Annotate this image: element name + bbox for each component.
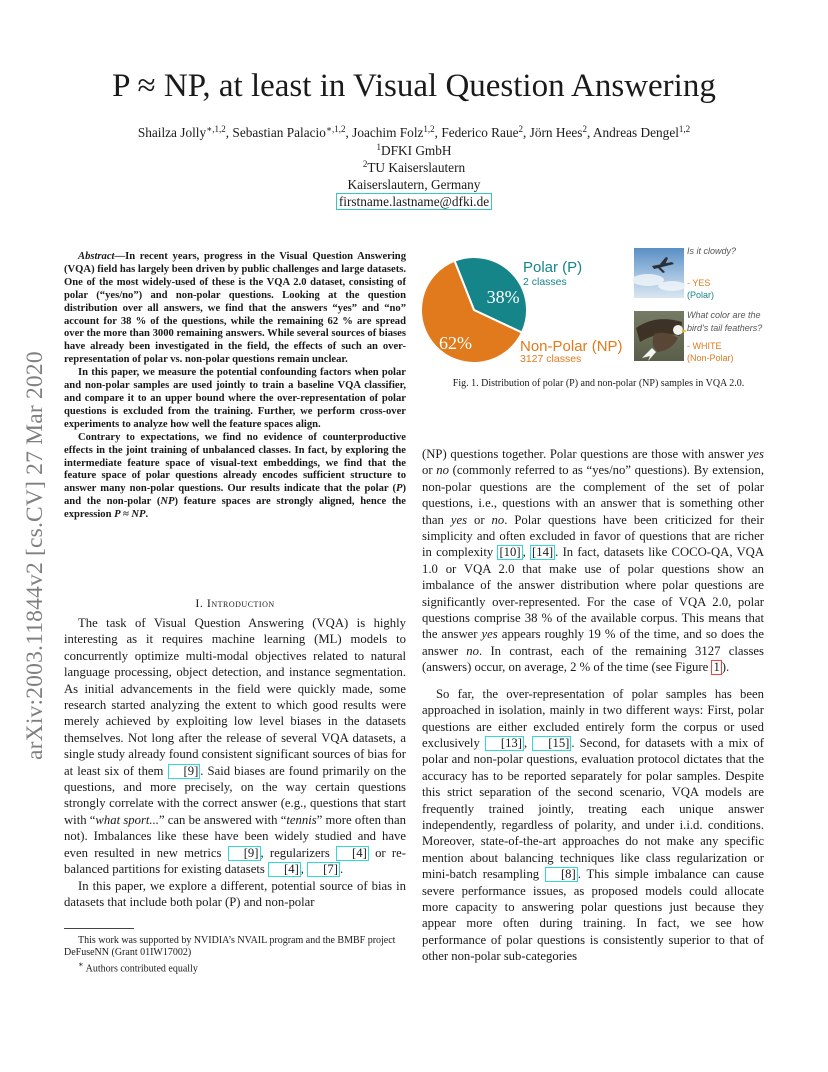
abstract-paragraph — [64, 432, 406, 522]
sample-question-2a: What color are the — [687, 310, 761, 320]
abstract-paragraph: —In recent years, progress in the Visual Question Answering (VQA) field has largely been driven by public challenges and large datasets. One of the most widely-used of these is the VQA 2.0 dataset, consisting of polar (“yes/no”) and non-polar questions. Looking at the question distribution over all answers, we find that the answers “yes” and “no” account for 38 % of the questions, while the remaining 62 % are spread over the more than 3000 remaining answers. While several sources of biases have already been investigated in the field, the effects of such an over-representation of polar vs. non-polar questions remain unclear. — [64, 251, 406, 366]
text: . This simple imbalance can cause severe performance issues, as proposed models could allocate more capacity to answering polar questions just because they appear more often during training. In fact, we see how performance of polar questions is consistently superior to that of other non-polar sub-categories — [422, 867, 764, 964]
text: ” can be answered with “ — [158, 812, 287, 827]
citation-link[interactable]: [7] — [307, 862, 340, 877]
intro-paragraph: In this paper, we explore a different, potential source of bias in datasets that include both polar (P) and non-polar — [64, 878, 406, 909]
sample-captions — [687, 246, 762, 363]
sample-image-sky — [632, 248, 686, 298]
sample-question-1: Is it clowdy? — [687, 246, 737, 256]
author-affil-mark: 2 — [518, 124, 523, 134]
section-heading — [64, 596, 406, 611]
intro-paragraph — [64, 615, 406, 878]
text: . Second, for datasets with a mix of polar and non-polar questions, evaluation protocol dictates that the accuracy has to be reported separately for polar samples. Despite this strict separation of the second scenario, VQA models are frequently trained jointly, treating each unique answer independently, regardless of polarity, and under i.i.d. conditions. Moreover, state-of-the-art approaches do not make any specific mention about balancing techniques like class regularization or mini-batch resampling — [422, 735, 764, 882]
abstract-label: Abstract — [78, 251, 115, 262]
citation-link[interactable]: [9] — [168, 764, 201, 779]
citation-link[interactable]: [4] — [268, 862, 301, 877]
intro-paragraph — [422, 446, 764, 676]
nonpolar-classes-label: 3127 classes — [520, 353, 582, 365]
text: . — [145, 509, 149, 521]
text: , — [524, 735, 533, 750]
citation-link[interactable]: [8] — [545, 867, 578, 882]
text: ) and the non-polar ( — [64, 483, 406, 508]
figure-1 — [416, 238, 776, 388]
author: Andreas Dengel — [592, 125, 679, 140]
math-p: P — [395, 483, 403, 495]
polar-legend-label: Polar (P) — [523, 259, 583, 276]
text: or — [422, 463, 437, 478]
text: . In fact, datasets like COCO-QA, VQA 1.0 or VQA 2.0 that make use of polar questions show an imbalance of the answer distribution where polar questions are significantly over-represented. For the case of VQA 2.0, polar questions comprise 38 % of the available corpus. This means that the answer — [422, 545, 764, 642]
text: ) feature spaces are strongly aligned, hence the expression — [64, 496, 406, 521]
author-affil-mark: ∗,1,2 — [206, 124, 226, 134]
figure-link[interactable]: 1 — [713, 660, 720, 675]
footnote-rule — [64, 928, 134, 929]
text: So far, the over-representation of polar samples has been approached in isolation, mainly in two different ways: First, polar questions are either excluded entirely form the corpus or used exclusively — [422, 686, 764, 750]
email-link[interactable]: firstname.lastname@dfki.de — [336, 193, 492, 210]
nonpolar-legend-label: Non-Polar (NP) — [520, 338, 623, 355]
text: , — [522, 545, 531, 560]
text: The task of Visual Question Answering (VQA) is highly interesting as it requires machine learning (ML) models to concurrently optimize multi-modal objectives related to natural language processing, object detection, and instance segmentation. As initial advancements in the field were quickly made, some research started analyzing the extent to which good results were merely achieved by exploiting low level biases in the datasets themselves. Not long after the release of several VQA datasets, a single study already found consistent significant sources of bias for at least six of them — [64, 616, 406, 778]
text: Authors contributed equally — [83, 962, 198, 974]
figure-caption: Fig. 1. Distribution of polar (P) and non-polar (NP) samples in VQA 2.0. — [452, 378, 745, 389]
affiliation-name: DFKI GmbH — [380, 143, 452, 158]
pie-chart — [421, 257, 527, 363]
author-affil-mark: 1,2 — [423, 124, 435, 134]
author: Sebastian Palacio — [232, 125, 326, 140]
email-line — [0, 193, 828, 210]
citation-link[interactable]: [10] — [499, 545, 521, 560]
text-italic: no — [491, 512, 505, 527]
text: . Said biases are found primarily on the questions, and more precisely, on the way certain questions strongly correlate with the correct answer (e.g., questions that start with “ — [64, 763, 406, 827]
intro-right-column — [422, 446, 764, 965]
sample-type-2: (Non-Polar) — [687, 353, 734, 363]
citation-link[interactable]: [9] — [228, 846, 261, 861]
abstract — [64, 251, 406, 522]
text-italic: tennis — [286, 812, 317, 827]
author-affil-mark: ∗,1,2 — [325, 124, 346, 134]
sample-type-1: (Polar) — [687, 290, 715, 300]
intro-paragraph — [422, 686, 764, 965]
section-title: Introduction — [206, 596, 275, 610]
citation-link[interactable]: [14] — [532, 545, 554, 560]
citation-link[interactable]: [13] — [485, 736, 524, 751]
arxiv-identifier: arXiv:2003.11844v2 [cs.CV] 27 Mar 2020 — [22, 351, 48, 760]
text: appears roughly 19 % of the time, and so does the answer — [422, 627, 764, 658]
text: (commonly referred to as “yes/no” questions). By extension, non-polar questions are the complement of the set of polar questions, i.e., questions with an answer that is something other than — [422, 463, 764, 527]
author: Shailza Jolly — [137, 125, 207, 140]
intro-left-column — [64, 615, 406, 910]
math-np: NP — [160, 496, 175, 508]
footnotes — [64, 935, 406, 975]
affil-mark: 2 — [362, 159, 368, 169]
text-italic: yes — [747, 447, 764, 461]
author-affil-mark: 2 — [582, 124, 587, 134]
sample-answer-2: - WHITE — [687, 341, 722, 351]
paper-title: P ≈ NP, at least in Visual Question Answering — [112, 68, 716, 104]
sample-question-2b: bird's tail feathers? — [687, 323, 763, 333]
author: Federico Raue — [441, 125, 519, 140]
pie-label-polar: 38% — [486, 286, 520, 307]
text: , regularizers — [260, 845, 337, 860]
text: ” more often than not). Imbalances like these have been widely studied and have even resulted in new metrics — [64, 812, 406, 860]
affiliation — [0, 159, 828, 176]
text: . — [339, 862, 344, 877]
footnote-mark: ∗ — [78, 959, 84, 969]
sample-answer-1: - YES — [687, 278, 711, 288]
equal-contribution-footnote — [64, 959, 406, 975]
text-italic: yes — [481, 627, 498, 642]
citation-link[interactable]: [4] — [336, 846, 369, 861]
text: . Polar questions have been criticized for their simplicity and often excluded in favor of questions that are richer in complexity — [422, 512, 764, 560]
citation-link[interactable]: [15] — [532, 736, 571, 751]
text-italic: yes — [450, 512, 468, 527]
author: Jörn Hees — [529, 125, 583, 140]
text: or — [467, 512, 492, 527]
section-number: I. — [195, 596, 204, 610]
affiliation-name: TU Kaiserslautern — [367, 160, 466, 175]
math-expression: P ≈ NP — [114, 509, 146, 521]
text: Contrary to expectations, we find no evidence of counterproductive effects in the joint training of unbalanced classes. In fact, by exploring the intermediate feature space of visual-text embeddings, we find that the feature space of polar questions already encodes sufficient structure to answer many non-polar questions. Our results indicate that the polar ( — [64, 431, 406, 495]
author-list: Shailza Jolly$^{∗,1,2}$, Sebastian Palacio$^{∗,1,2}$, Joachim Folz$^{1,2}$, Federico Raue$^2$, Jörn Hees$^2$, Andreas Dengel$^{1,2}$ — [137, 124, 691, 140]
text: ). — [721, 660, 730, 675]
text-italic: what sport... — [95, 812, 159, 827]
text-italic: no — [436, 463, 449, 478]
polar-classes-label: 2 classes — [523, 276, 567, 288]
funding-footnote: This work was supported by NVIDIA’s NVAIL program and the BMBF project DeFuseNN (Grant 01IW17002) — [64, 935, 396, 958]
text: , — [300, 862, 308, 877]
text-italic: no — [466, 643, 479, 658]
sample-image-eagle — [634, 311, 687, 361]
author-affil-mark: 1,2 — [678, 124, 691, 134]
affiliation-location: Kaiserslautern, Germany — [347, 177, 481, 192]
affil-mark: 1 — [376, 142, 381, 152]
text: or re-balanced partitions for existing datasets — [64, 845, 406, 877]
affiliation — [0, 142, 828, 159]
pie-label-nonpolar: 62% — [438, 332, 472, 353]
author: Joachim Folz — [352, 125, 424, 140]
text: (NP) questions together. Polar questions are those with answer — [422, 447, 748, 461]
abstract-paragraph: In this paper, we measure the potential confounding factors when polar and non-polar samples are used jointly to train a baseline VQA classifier, and compare it to an upper bound where the over-representation of polar questions is excluded from the training. Further, we perform cross-over experiments to analyze how well the feature spaces align. — [64, 367, 406, 430]
text: . In contrast, each of the remaining 3127 classes (answers) occur, on average, 2 % of the time (see Figure — [422, 643, 764, 675]
